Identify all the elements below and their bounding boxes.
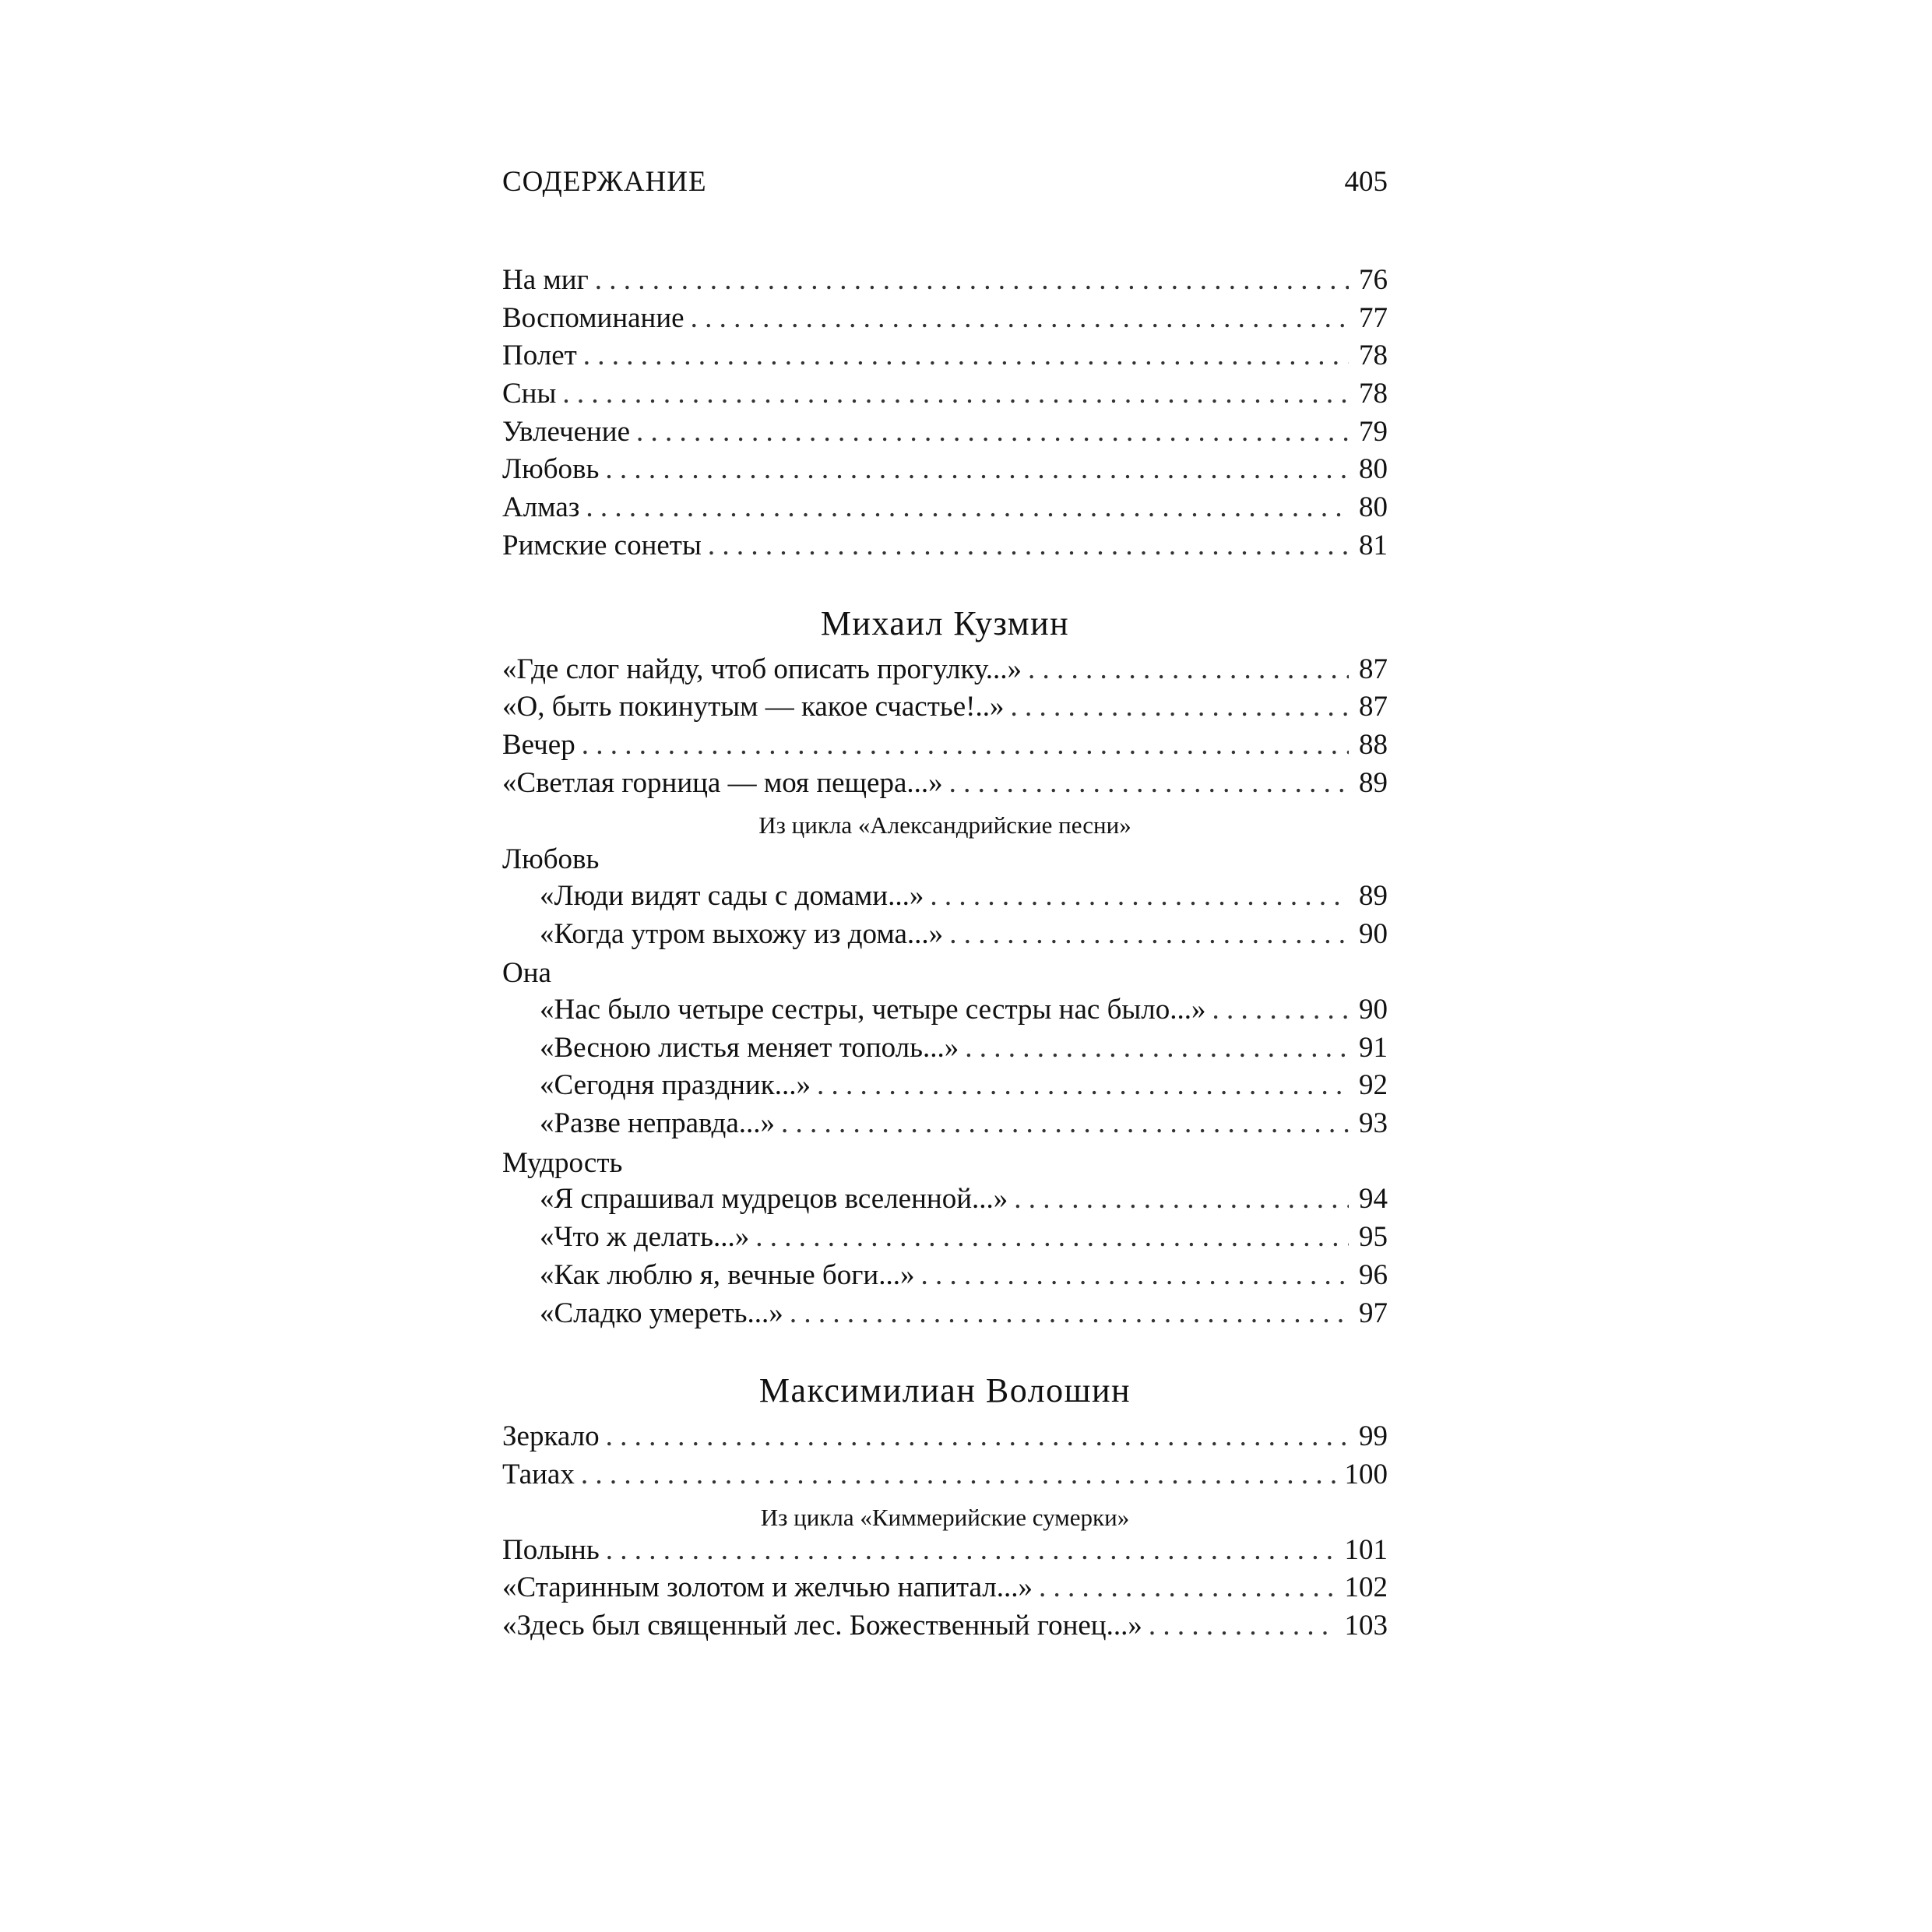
- dot-leader: [1212, 993, 1349, 1026]
- dot-leader: [781, 1107, 1349, 1140]
- toc-entry: [502, 1609, 1388, 1647]
- entry-page: 92: [1359, 1069, 1388, 1102]
- entry-title: «О, быть покинутым — какое счастье!..»: [502, 691, 1005, 723]
- entry-page: 79: [1359, 415, 1388, 448]
- entry-page: 81: [1359, 529, 1388, 561]
- dot-leader: [930, 879, 1349, 913]
- entry-page: 87: [1359, 653, 1388, 685]
- entry-page: 93: [1359, 1107, 1388, 1140]
- dot-leader: [1149, 1609, 1337, 1642]
- toc-entry: [502, 728, 1388, 766]
- entry-page: 91: [1359, 1031, 1388, 1064]
- entry-page: 77: [1359, 301, 1388, 334]
- toc-entry: [502, 1182, 1388, 1220]
- entry-title: «Что ж делать...»: [540, 1221, 750, 1254]
- author-heading: Максимилиан Волошин: [758, 1371, 1131, 1410]
- dot-leader: [562, 377, 1349, 410]
- toc-entry: [502, 263, 1388, 301]
- toc-entry: [502, 1068, 1388, 1107]
- toc-entry: [502, 653, 1388, 691]
- dot-leader: [582, 728, 1349, 762]
- entry-page: 88: [1359, 728, 1388, 761]
- dot-leader: [1039, 1571, 1337, 1604]
- entry-page: 103: [1344, 1609, 1388, 1642]
- toc-entry: [502, 377, 1388, 415]
- dot-leader: [817, 1068, 1349, 1102]
- entry-page: 90: [1359, 917, 1388, 950]
- dot-leader: [790, 1297, 1349, 1330]
- entry-page: 95: [1359, 1221, 1388, 1254]
- dot-leader: [606, 1533, 1337, 1567]
- dot-leader: [755, 1220, 1349, 1254]
- toc-entry: [502, 1031, 1388, 1069]
- entry-page: 90: [1359, 994, 1388, 1026]
- author-heading: Михаил Кузмин: [820, 604, 1070, 642]
- toc-entry: [502, 993, 1388, 1031]
- entry-page: 78: [1359, 378, 1388, 410]
- toc-entry: [502, 1220, 1388, 1258]
- entry-title: Таиах: [502, 1458, 575, 1490]
- entry-title: Воспоминание: [502, 301, 684, 334]
- dot-leader: [586, 491, 1349, 524]
- dot-leader: [1014, 1182, 1349, 1216]
- dot-leader: [583, 339, 1349, 372]
- entry-page: 102: [1344, 1571, 1388, 1604]
- page-number: 405: [1344, 166, 1388, 198]
- entry-title: «Сладко умереть...»: [540, 1297, 783, 1329]
- entry-title: Римские сонеты: [502, 529, 702, 561]
- entry-page: 94: [1359, 1183, 1388, 1216]
- toc-section-voloshin: [502, 1365, 1388, 1646]
- dot-leader: [606, 1420, 1349, 1453]
- entry-title: «Нас было четыре сестры, четыре сестры нас было...»: [540, 994, 1206, 1026]
- toc-entry: [502, 339, 1388, 377]
- entry-title: «Я спрашивал мудрецов вселенной...»: [540, 1183, 1008, 1216]
- toc-entry: [502, 917, 1388, 955]
- toc-entry: [502, 766, 1388, 804]
- dot-leader: [581, 1458, 1337, 1491]
- entry-title: «Старинным золотом и желчью напитал...»: [502, 1571, 1033, 1604]
- entry-title: Полет: [502, 340, 577, 372]
- entry-title: «Светлая горница — моя пещера...»: [502, 766, 943, 799]
- entry-title: «Разве неправда...»: [540, 1107, 776, 1140]
- entry-page: 80: [1359, 453, 1388, 486]
- entry-page: 87: [1359, 691, 1388, 723]
- toc-entry: [502, 879, 1388, 917]
- entry-title: Увлечение: [502, 415, 631, 448]
- group-heading: Мудрость: [502, 1146, 623, 1179]
- dot-leader: [691, 301, 1349, 335]
- entry-title: Сны: [502, 378, 557, 410]
- toc-entry: [502, 1533, 1388, 1571]
- cycle-heading: Из цикла «Александрийские песни»: [758, 811, 1131, 839]
- entry-title: «Когда утром выхожу из дома...»: [540, 917, 944, 950]
- toc-entry: [502, 1571, 1388, 1609]
- group-heading: Любовь: [502, 843, 600, 876]
- entry-page: 76: [1359, 264, 1388, 296]
- toc-entry: [502, 415, 1388, 453]
- entry-page: 89: [1359, 766, 1388, 799]
- entry-page: 96: [1359, 1258, 1388, 1291]
- toc-entry: [502, 301, 1388, 340]
- dot-leader: [965, 1031, 1349, 1065]
- dot-leader: [605, 452, 1349, 486]
- entry-page: 78: [1359, 340, 1388, 372]
- entry-title: «Весною листья меняет тополь...»: [540, 1031, 959, 1064]
- toc-section-previous: [502, 263, 1388, 567]
- dot-leader: [949, 766, 1349, 800]
- entry-title: Алмаз: [502, 491, 580, 524]
- entry-title: Любовь: [502, 453, 600, 486]
- dot-leader: [1028, 653, 1349, 686]
- entry-title: На миг: [502, 264, 589, 296]
- toc-entry: [502, 1297, 1388, 1335]
- toc-entry: [502, 1258, 1388, 1297]
- toc-page: [502, 165, 1388, 1647]
- entry-page: 99: [1359, 1420, 1388, 1453]
- toc-entry: [502, 1458, 1388, 1496]
- entry-title: Зеркало: [502, 1420, 600, 1453]
- entry-title: «Сегодня праздник...»: [540, 1069, 811, 1102]
- entry-title: «Здесь был священный лес. Божественный гонец...»: [502, 1609, 1142, 1642]
- toc-entry: [502, 529, 1388, 567]
- toc-entry: [502, 491, 1388, 529]
- entry-title: «Люди видят сады с домами...»: [540, 879, 924, 912]
- toc-entry: [502, 1107, 1388, 1145]
- dot-leader: [708, 529, 1349, 562]
- dot-leader: [636, 415, 1349, 449]
- group-heading: Она: [502, 957, 551, 990]
- dot-leader: [949, 917, 1349, 951]
- dot-leader: [920, 1258, 1349, 1292]
- entry-title: «Как люблю я, вечные боги...»: [540, 1258, 915, 1291]
- toc-entry: [502, 690, 1388, 728]
- entry-page: 97: [1359, 1297, 1388, 1329]
- entry-title: Вечер: [502, 728, 575, 761]
- entry-page: 100: [1344, 1458, 1388, 1490]
- entry-title: «Где слог найду, чтоб описать прогулку...»: [502, 653, 1022, 685]
- toc-section-kuzmin: [502, 598, 1388, 1335]
- running-header-title: СОДЕРЖАНИЕ: [502, 166, 707, 198]
- toc-entry: [502, 1420, 1388, 1458]
- dot-leader: [1011, 690, 1349, 723]
- entry-page: 89: [1359, 879, 1388, 912]
- running-header: [502, 165, 1388, 212]
- entry-page: 101: [1344, 1533, 1388, 1566]
- entry-page: 80: [1359, 491, 1388, 524]
- toc-entry: [502, 452, 1388, 491]
- cycle-heading: Из цикла «Киммерийские сумерки»: [760, 1503, 1130, 1531]
- entry-title: Полынь: [502, 1533, 600, 1566]
- dot-leader: [595, 263, 1349, 297]
